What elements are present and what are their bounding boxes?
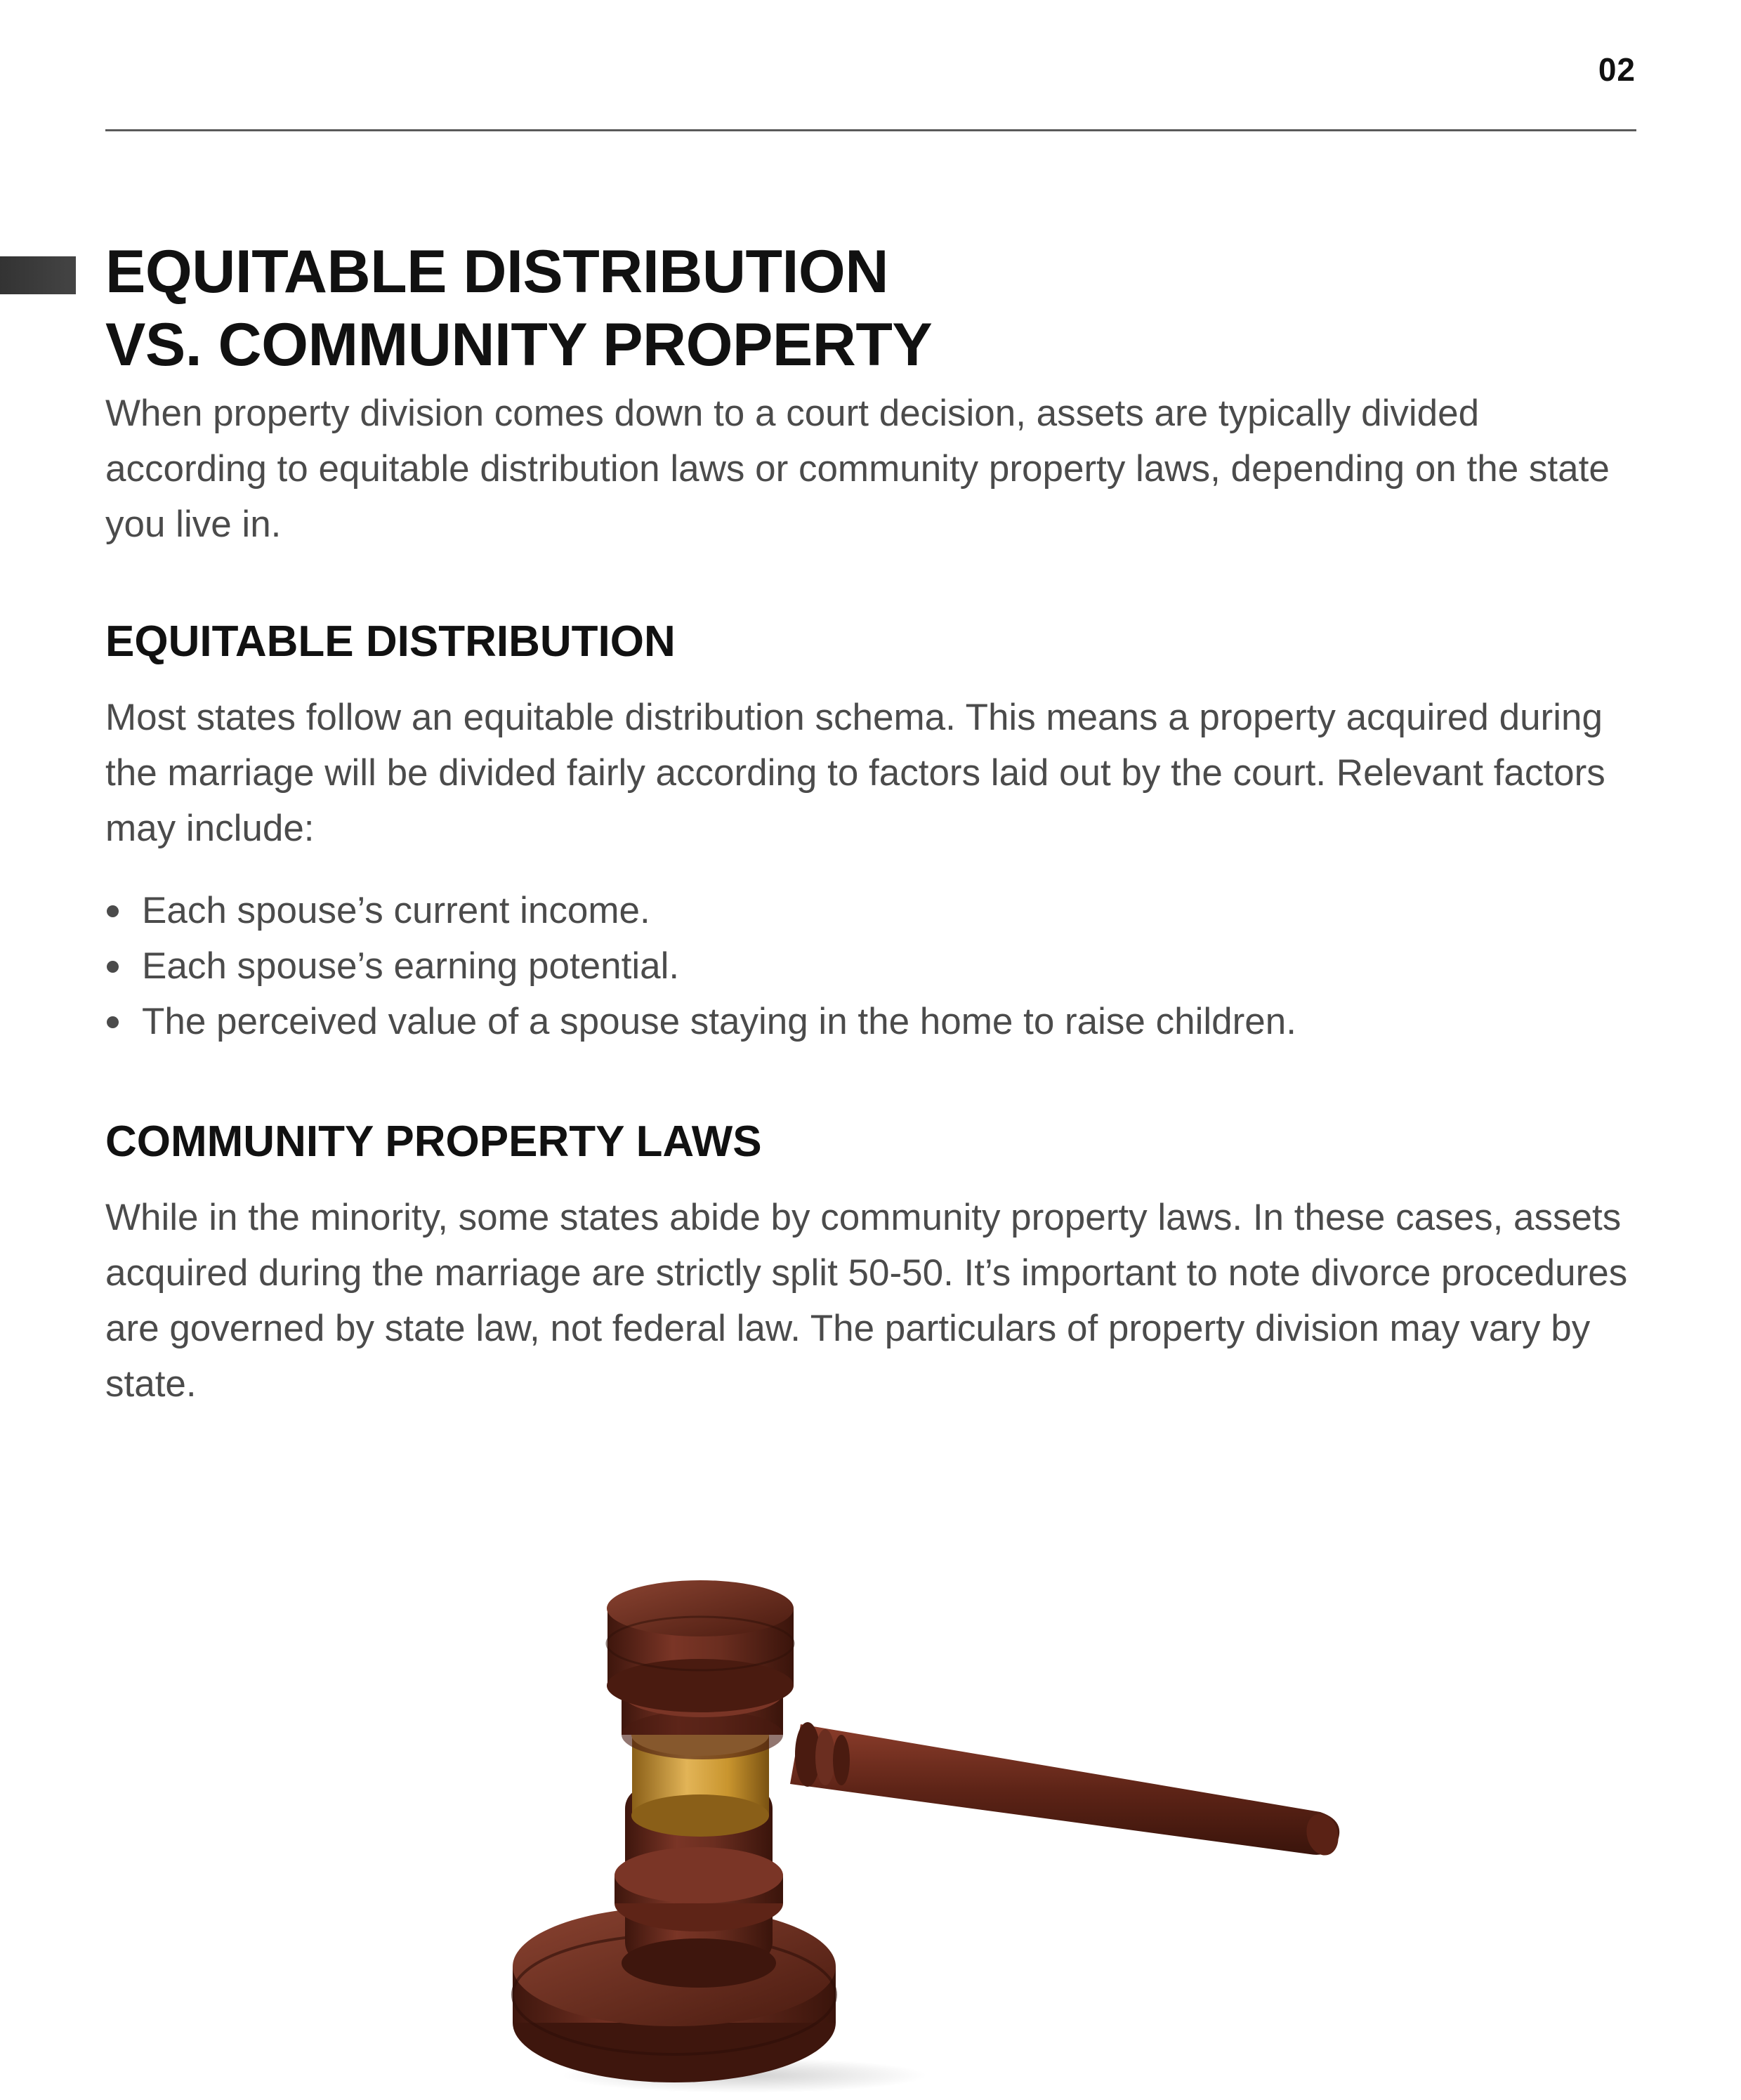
list-item [105,883,1636,938]
list-item-text: The perceived value of a spouse staying in the home to raise children. [142,1001,1296,1042]
list-item-text: Each spouse’s current income. [142,890,650,931]
factors-list [105,883,1636,1049]
community-property-heading: COMMUNITY PROPERTY LAWS [105,1117,762,1166]
main-content [105,235,1636,1412]
intro-paragraph: When property division comes down to a court decision, assets are typically divided according to equitable distribution laws or community property laws, depending on the state you live in. [105,393,1610,545]
gavel-icon [492,1573,1377,2093]
equitable-distribution-body: Most states follow an equitable distribution schema. This means a property acquired during the marriage will be divided fairly according to factors laid out by the court. Relevant factors may include: [105,697,1605,849]
page-title [105,235,1636,381]
page-title-line-1: EQUITABLE DISTRIBUTION [105,238,888,306]
bullet-icon [107,961,119,973]
title-accent-bar [0,256,76,294]
list-item-text: Each spouse’s earning potential. [142,945,680,987]
equitable-distribution-heading: EQUITABLE DISTRIBUTION [105,617,676,666]
bullet-icon [107,1016,119,1028]
list-item [105,938,1636,994]
list-item [105,994,1636,1049]
header-divider [105,129,1636,131]
page-title-line-2: VS. COMMUNITY PROPERTY [105,311,933,379]
page-number: 02 [1598,51,1636,88]
bullet-icon [107,905,119,917]
community-property-body: While in the minority, some states abide by community property laws. In these cases, assets acquired during the marriage are strictly split 50-50. It’s important to note divorce procedures are governed by state law, not federal law. The particulars of property division may vary by state. [105,1197,1628,1405]
